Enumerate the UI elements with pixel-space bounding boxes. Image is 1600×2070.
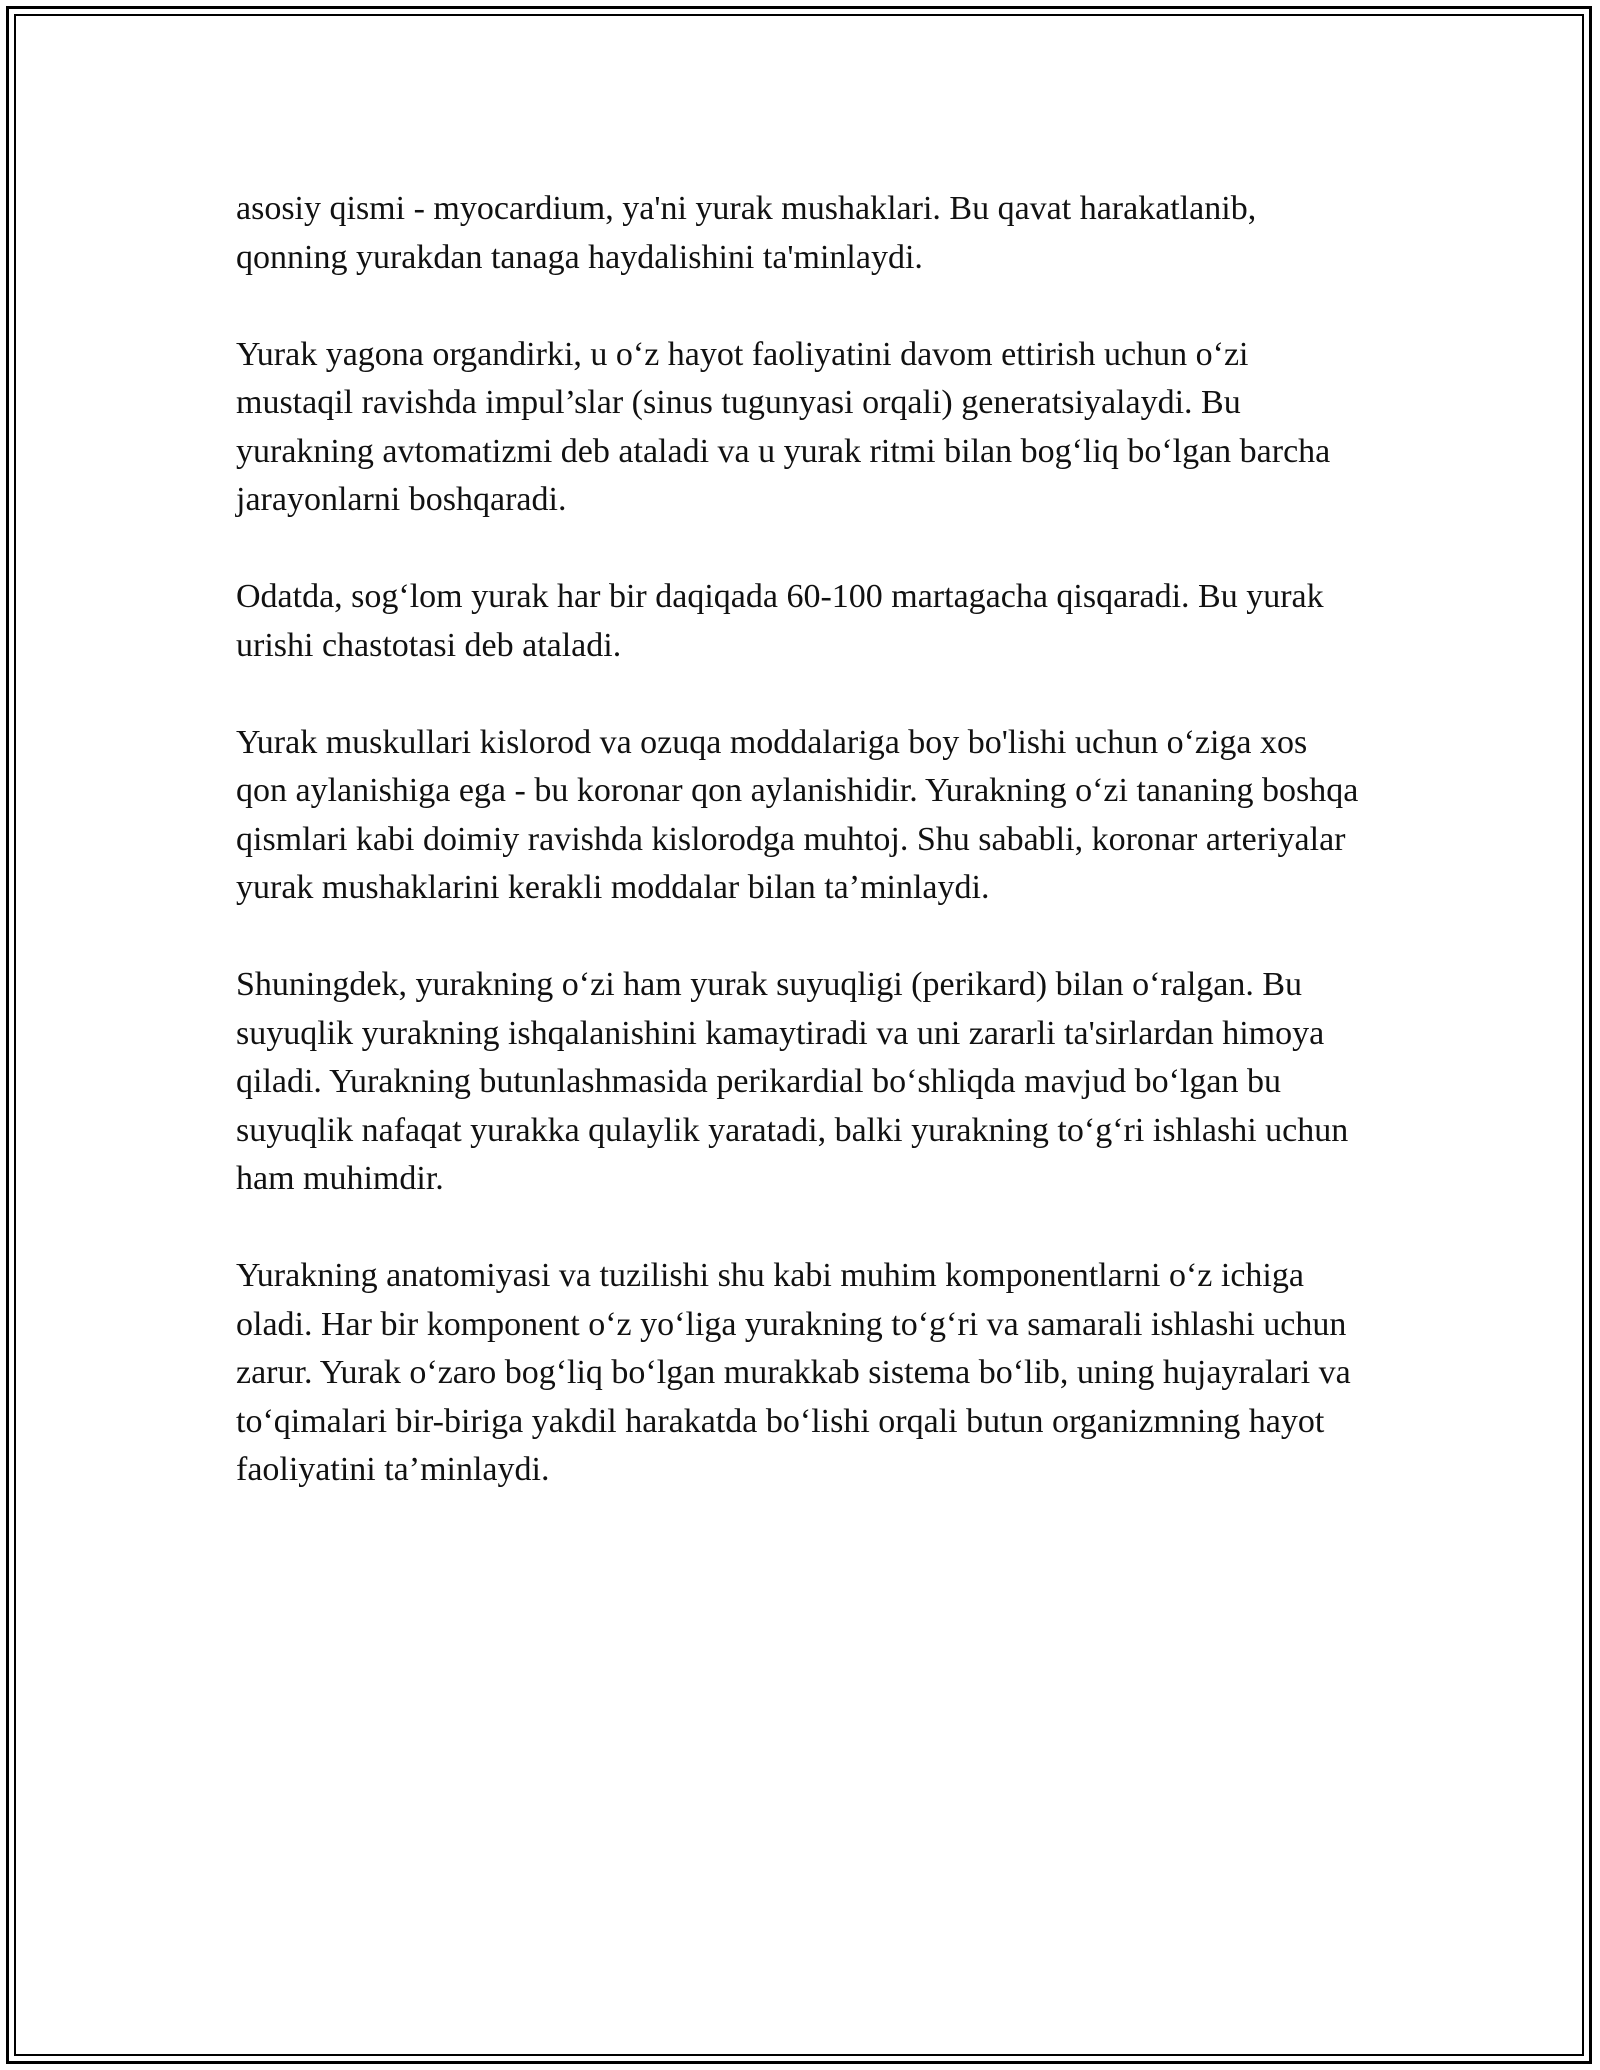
paragraph-pericardium: Shuningdek, yurakning o‘zi ham yurak suyuqligi (perikard) bilan o‘ralgan. Bu suyuqlik yurakning ishqalanishini kamaytiradi va uni zararli ta'sirlardan himoya qiladi. Yurakning butunlashmasida perikardial bo‘shliqda mavjud bo‘lgan bu suyuqlik nafaqat yurakka qulaylik yaratadi, balki yurakning to‘g‘ri ishlashi uchun ham muhimdir. bbox=[236, 966, 1349, 1197]
paragraph-heart-rate: Odatda, sog‘lom yurak har bir daqiqada 60-100 martagacha qisqaradi. Bu yurak urishi chastotasi deb ataladi. bbox=[236, 578, 1324, 664]
paragraph-automatism: Yurak yagona organdirki, u o‘z hayot faoliyatini davom ettirish uchun o‘zi mustaqil ravishda impul’slar (sinus tugunyasi orqali) generatsiyalaydi. Bu yurakning avtomatizmi deb ataladi va u yurak ritmi bilan bog‘liq bo‘lgan barcha jarayonlarni boshqaradi. bbox=[236, 335, 1331, 518]
paragraph-myocardium: asosiy qismi - myocardium, ya'ni yurak mushaklari. Bu qavat harakatlanib, qonning yurakdan tanaga haydalishini ta'minlaydi. bbox=[236, 190, 1257, 276]
paragraph-coronary-circulation: Yurak muskullari kislorod va ozuqa moddalariga boy bo'lishi uchun o‘ziga xos qon aylanishiga ega - bu koronar qon aylanishidir. Yurakning o‘zi tananing boshqa qismlari kabi doimiy ravishda kislorodga muhtoj. Shu sababli, koronar arteriyalar yurak mushaklarini kerakli moddalar bilan ta’minlaydi. bbox=[236, 723, 1359, 906]
paragraph-conclusion: Yurakning anatomiyasi va tuzilishi shu kabi muhim komponentlarni o‘z ichiga oladi. Har bir komponent o‘z yo‘liga yurakning to‘g‘ri va samarali ishlashi uchun zarur. Yurak o‘zaro bog‘liq bo‘lgan murakkab sistema bo‘lib, uning hujayralari va to‘qimalari bir-biriga yakdil harakatda bo‘lishi orqali butun organizmning hayot faoliyatini ta’minlaydi. bbox=[236, 1257, 1351, 1488]
document-body bbox=[236, 185, 1366, 1543]
